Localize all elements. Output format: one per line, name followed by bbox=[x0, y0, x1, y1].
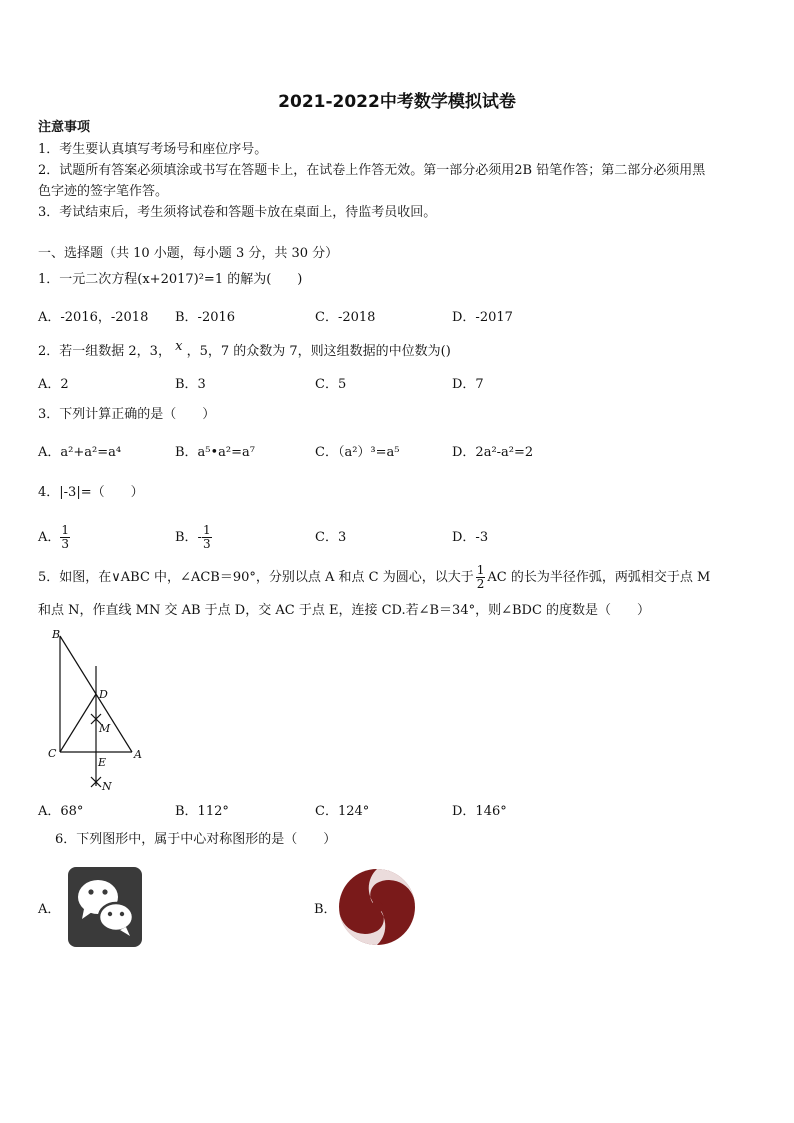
question-2-stem-a: 2．若一组数据 2，3， bbox=[38, 344, 171, 359]
option-c[interactable]: C．3 bbox=[315, 530, 347, 545]
question-5-options bbox=[38, 800, 758, 822]
wechat-logo-icon bbox=[68, 867, 142, 947]
label-e: E bbox=[98, 756, 107, 769]
option-d[interactable]: D．-2017 bbox=[452, 310, 513, 325]
option-a-label: A． bbox=[38, 530, 61, 545]
label-c: C bbox=[48, 747, 57, 760]
notice-item: 1．考生要认真填写考场号和座位序号。 bbox=[38, 142, 268, 157]
fraction-denominator: 3 bbox=[61, 537, 70, 551]
option-c[interactable]: C．（a²）³=a⁵ bbox=[315, 445, 400, 460]
phoenix-logo-icon bbox=[336, 866, 418, 948]
option-a[interactable]: A．2 bbox=[38, 377, 69, 392]
option-c[interactable]: C．5 bbox=[315, 377, 347, 392]
question-1-stem: 1．一元二次方程(x+2017)²=1 的解为( ) bbox=[38, 272, 303, 287]
question-4-options bbox=[38, 516, 758, 552]
option-b[interactable]: B．112° bbox=[175, 804, 229, 819]
question-3-options bbox=[38, 441, 758, 463]
option-c[interactable]: C．124° bbox=[315, 804, 370, 819]
variable-x: x bbox=[175, 339, 183, 354]
question-5-text-b: AC 的长为半径作弧，两弧相交于点 M bbox=[487, 570, 711, 585]
fraction-numerator: 1 bbox=[202, 523, 211, 537]
label-d: D bbox=[99, 688, 108, 701]
segment-cd bbox=[60, 694, 96, 752]
label-m: M bbox=[99, 722, 111, 735]
option-d[interactable]: D．7 bbox=[452, 377, 484, 392]
option-b-label: B．- bbox=[175, 530, 202, 545]
fraction-numerator: 1 bbox=[476, 563, 485, 577]
question-6-stem: 6．下列图形中，属于中心对称图形的是（ ） bbox=[55, 832, 337, 847]
fraction-denominator: 3 bbox=[202, 537, 211, 551]
label-b: B bbox=[52, 628, 61, 641]
option-b[interactable]: B．3 bbox=[175, 377, 206, 392]
question-5-text-a: 5．如图，在∨ABC 中，∠ACB＝90°，分别以点 A 和点 C 为圆心，以大于 bbox=[38, 570, 474, 585]
question-1-options bbox=[38, 306, 758, 328]
option-b[interactable]: B．a⁵•a²=a⁷ bbox=[175, 445, 255, 460]
page-title: 2021-2022中考数学模拟试卷 bbox=[278, 92, 516, 112]
triangle-lines bbox=[60, 636, 132, 787]
label-n: N bbox=[102, 780, 112, 793]
fraction-one-third bbox=[202, 524, 212, 551]
option-c[interactable]: C．-2018 bbox=[315, 310, 376, 325]
option-d[interactable]: D．-3 bbox=[452, 530, 489, 545]
notice-item: 2．试题所有答案必须填涂或书写在答题卡上，在试卷上作答无效。第一部分必须用2B 铅笔作答；第二部分必须用黑 bbox=[38, 163, 706, 178]
label-a: A bbox=[134, 748, 142, 761]
fraction-one-half bbox=[476, 564, 486, 591]
question-3-stem: 3．下列计算正确的是（ ） bbox=[38, 407, 216, 422]
fraction-denominator: 2 bbox=[476, 577, 485, 591]
option-d[interactable]: D．2a²-a²=2 bbox=[452, 445, 534, 460]
triangle-figure bbox=[40, 626, 150, 794]
question-2-options bbox=[38, 373, 758, 395]
option-a[interactable]: A．a²+a²=a⁴ bbox=[38, 445, 122, 460]
option-b[interactable]: B．-2016 bbox=[175, 310, 236, 325]
option-b[interactable] bbox=[175, 524, 212, 551]
question-4-stem: 4．|-3|=（ ） bbox=[38, 485, 144, 500]
question-2-stem bbox=[38, 341, 451, 362]
notice-item: 3．考试结束后，考生须将试卷和答题卡放在桌面上，待监考员收回。 bbox=[38, 205, 437, 220]
option-a[interactable] bbox=[38, 524, 70, 551]
option-b[interactable]: B． bbox=[314, 902, 337, 917]
option-a[interactable]: A． bbox=[38, 902, 61, 917]
option-a[interactable]: A．68° bbox=[38, 804, 84, 819]
notice-item: 色字迹的签字笔作答。 bbox=[38, 184, 169, 199]
question-5-line-1 bbox=[38, 564, 710, 591]
fraction-numerator: 1 bbox=[61, 523, 70, 537]
question-5-line-2: 和点 N，作直线 MN 交 AB 于点 D，交 AC 于点 E，连接 CD.若∠B＝34°，则∠BDC 的度数是（ ） bbox=[38, 603, 651, 618]
section-heading: 一、选择题（共 10 小题，每小题 3 分，共 30 分） bbox=[38, 246, 339, 261]
option-a[interactable]: A．-2016，-2018 bbox=[38, 310, 149, 325]
notice-heading: 注意事项 bbox=[38, 120, 91, 135]
question-2-stem-b: ，5，7 的众数为 7，则这组数据的中位数为() bbox=[186, 344, 451, 359]
option-d[interactable]: D．146° bbox=[452, 804, 507, 819]
fraction-one-third bbox=[60, 524, 70, 551]
